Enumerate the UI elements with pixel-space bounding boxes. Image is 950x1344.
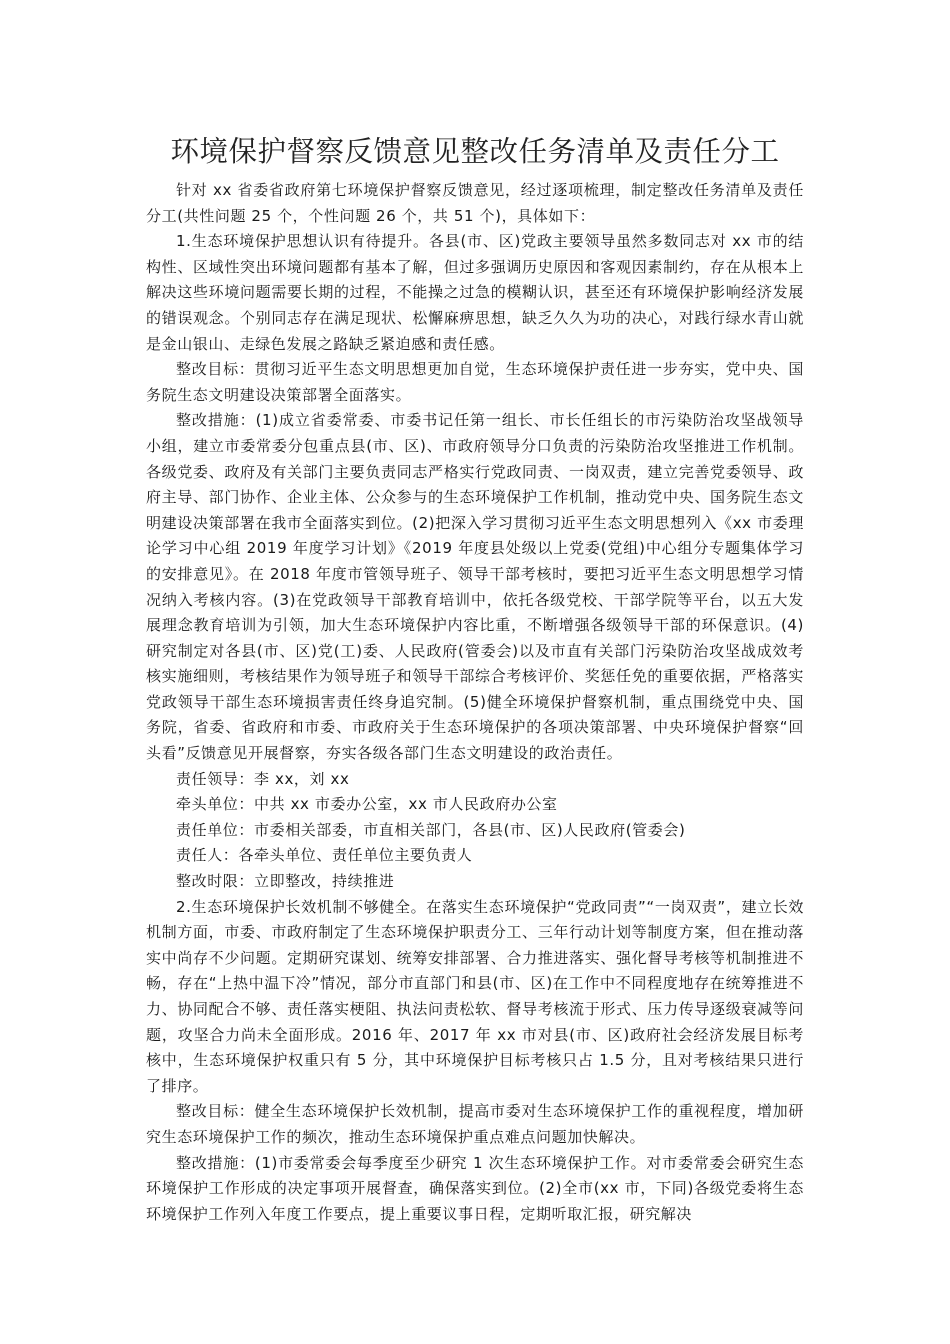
issue-1-paragraph: 1.生态环境保护思想认识有待提升。各县(市、区)党政主要领导虽然多数同志对 xx 市的结构性、区域性突出环境问题都有基本了解，但过多强调历史原因和客观因素制约，存在从根本上解决这些环境问题需要长期的过程，不能操之过急的模糊认识，甚至还有环境保护影响经济发展的错误观念。个别同志存在满足现状、松懈麻痹思想，缺乏久久为功的决心，对践行绿水青山就是金山银山、走绿色发展之路缺乏紧迫感和责任感。 [146, 232, 804, 353]
issue-1-deadline: 整改时限：立即整改，持续推进 [176, 872, 395, 891]
issue-1-goal: 整改目标：贯彻习近平生态文明思想更加自觉，生态环境保护责任进一步夯实，党中央、国务院生态文明建设决策部署全面落实。 [146, 360, 804, 404]
issue-1-responsible-leader: 责任领导：李 xx，刘 xx [176, 769, 350, 788]
issue-2-paragraph: 2.生态环境保护长效机制不够健全。在落实生态环境保护“党政同责”“一岗双责”，建立长效机制方面，市委、市政府制定了生态环境保护职责分工、三年行动计划等制度方案，但在推动落实中尚存不少问题。定期研究谋划、统筹安排部署、合力推进落实、强化督导考核等机制推进不畅，存在“上热中温下冷”情况，部分市直部门和县(市、区)在工作中不同程度地存在统筹推进不力、协同配合不够、责任落实梗阻、执法问责松软、督导考核流于形式、压力传导逐级衰减等问题，攻坚合力尚未全面形成。2016 年、2017 年 xx 市对县(市、区)政府社会经济发展目标考核中，生态环境保护权重只有 5 分，其中环境保护目标考核只占 1.5 分，且对考核结果只进行了排序。 [146, 897, 804, 1095]
issue-1-responsible-unit: 责任单位：市委相关部委，市直相关部门，各县(市、区)人民政府(管委会) [176, 820, 686, 839]
issue-2-measures: 整改措施：(1)市委常委会每季度至少研究 1 次生态环境保护工作。对市委常委会研究生态环境保护工作形成的决定事项开展督查，确保落实到位。(2)全市(xx 市，下同)各级党委将生态环境保护工作列入年度工作要点，提上重要议事日程，定期听取汇报，研究解决 [146, 1153, 804, 1223]
issue-2-goal: 整改目标：健全生态环境保护长效机制，提高市委对生态环境保护工作的重视程度，增加研究生态环境保护工作的频次，推动生态环境保护重点难点问题加快解决。 [146, 1102, 804, 1146]
issue-1-measures: 整改措施：(1)成立省委常委、市委书记任第一组长、市长任组长的市污染防治攻坚战领导小组，建立市委常委分包重点县(市、区)、市政府领导分口负责的污染防治攻坚推进工作机制。各级党委、政府及有关部门主要负责同志严格实行党政同责、一岗双责，建立完善党委领导、政府主导、部门协作、企业主体、公众参与的生态环境保护工作机制，推动党中央、国务院生态文明建设决策部署在我市全面落实到位。(2)把深入学习贯彻习近平生态文明思想列入《xx 市委理论学习中心组 2019 年度学习计划》《2019 年度县处级以上党委(党组)中心组分专题集体学习的安排意见》。在 2018 年度市管领导班子、领导干部考核时，要把习近平生态文明思想学习情况纳入考核内容。(3)在党政领导干部教育培训中，依托各级党校、干部学院等平台，以五大发展理念教育培训为引领，加大生态环境保护内容比重，不断增强各级领导干部的环保意识。(4)研究制定对各县(市、区)党(工)委、人民政府(管委会)以及市直有关部门污染防治攻坚战成效考核实施细则，考核结果作为领导班子和领导干部综合考核评价、奖惩任免的重要依据，严格落实党政领导干部生态环境损害责任终身追究制。(5)健全环境保护督察机制，重点围绕党中央、国务院，省委、省政府和市委、市政府关于生态环境保护的各项决策部署、中央环境保护督察“回头看”反馈意见开展督察，夯实各级各部门生态文明建设的政治责任。 [146, 411, 804, 763]
intro-paragraph: 针对 xx 省委省政府第七环境保护督察反馈意见，经过逐项梳理，制定整改任务清单及责任分工(共性问题 25 个，个性问题 26 个，共 51 个)，具体如下： [146, 181, 804, 225]
issue-1-responsible-person: 责任人：各牵头单位、责任单位主要负责人 [176, 846, 473, 865]
issue-1-lead-unit: 牵头单位：中共 xx 市委办公室，xx 市人民政府办公室 [176, 795, 558, 814]
document-title: 环境保护督察反馈意见整改任务清单及责任分工 [170, 135, 780, 168]
